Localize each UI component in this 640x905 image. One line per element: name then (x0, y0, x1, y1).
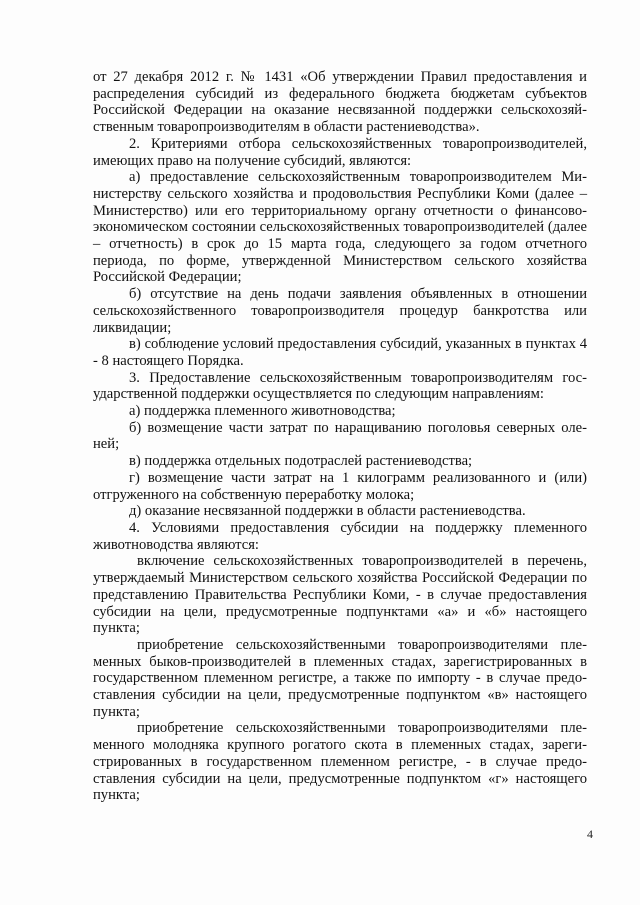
paragraph-3-directions: 3. Предоставление сельскохозяйственным товаропроизводителям государственной поддержки осуществляется по следующим направлениям: (93, 369, 587, 403)
page-number: 4 (587, 827, 593, 841)
paragraph-4-cattle: приобретение сельскохозяйственными товаропроизводителями племенного молодняка крупного рогатого скота в племенных стадах, зарегистрированных в государственном племенном регистре, - в случае предоставления субсидии на цели, предусмотренные подпунктом «г» настоящего пункта; (93, 720, 587, 804)
paragraph-3v: в) поддержка отдельных подотраслей растениеводства; (129, 453, 473, 470)
paragraph-2b: б) отсутствие на день подачи заявления объявленных в отношении сельскохозяйственного товаропроизводителя процедур банкротства или ликвидации; (93, 286, 587, 336)
paragraph-2a: а) предоставление сельскохозяйственным товаропроизводителем Министерству сельского хозяйства и продовольствия Республики Коми (далее – Министерство) или его территориальному органу отчетности о финансово-экономическом состоянии сельскохозяйственных товаропроизводителей (далее – отчетность) в срок до 15 марта года, следующего за годом отчетного периода, по форме, утвержденной Министерством сельского хозяйства Российской Федерации; (93, 169, 587, 286)
paragraph-3b: б) возмещение части затрат по наращиванию поголовья северных оленей; (93, 419, 587, 453)
document-body (93, 69, 587, 804)
paragraph-4-conditions: 4. Условиями предоставления субсидии на поддержку племенного животноводства являются: (93, 519, 587, 553)
paragraph-4-inclusion: включение сельскохозяйственных товаропроизводителей в перечень, утверждаемый Министерством сельского хозяйства Российской Федерации по представлению Правительства Республики Коми, - в случае предоставления субсидии на цели, предусмотренные подпунктами «а» и «б» настоящего пункта; (93, 553, 587, 637)
paragraph-4-bulls: приобретение сельскохозяйственными товаропроизводителями племенных быков-производителей в племенных стадах, зарегистрированных в государственном племенном регистре, а также по импорту - в случае предоставления субсидии на цели, предусмотренные подпунктом «в» настоящего пункта; (93, 636, 587, 720)
paragraph-2-criteria: 2. Критериями отбора сельскохозяйственных товаропроизводителей, имеющих право на получение субсидий, являются: (93, 135, 587, 169)
paragraph-3g: г) возмещение части затрат на 1 килограмм реализованного и (или) отгруженного на собственную переработку молока; (93, 469, 587, 503)
paragraph-3a: а) поддержка племенного животноводства; (129, 403, 396, 420)
paragraph-2v: в) соблюдение условий предоставления субсидий, указанных в пунктах 4 - 8 настоящего Порядка. (93, 336, 587, 369)
paragraph-decree-reference: от 27 декабря 2012 г. № 1431 «Об утверждении Правил предоставления и распределения субсидий из федерального бюджета бюджетам субъектов Российской Федерации на оказание несвязанной поддержки сельскохозяйственным товаропроизводителям в области растениеводства». (93, 69, 587, 136)
paragraph-3d: д) оказание несвязанной поддержки в области растениеводства. (129, 503, 526, 520)
